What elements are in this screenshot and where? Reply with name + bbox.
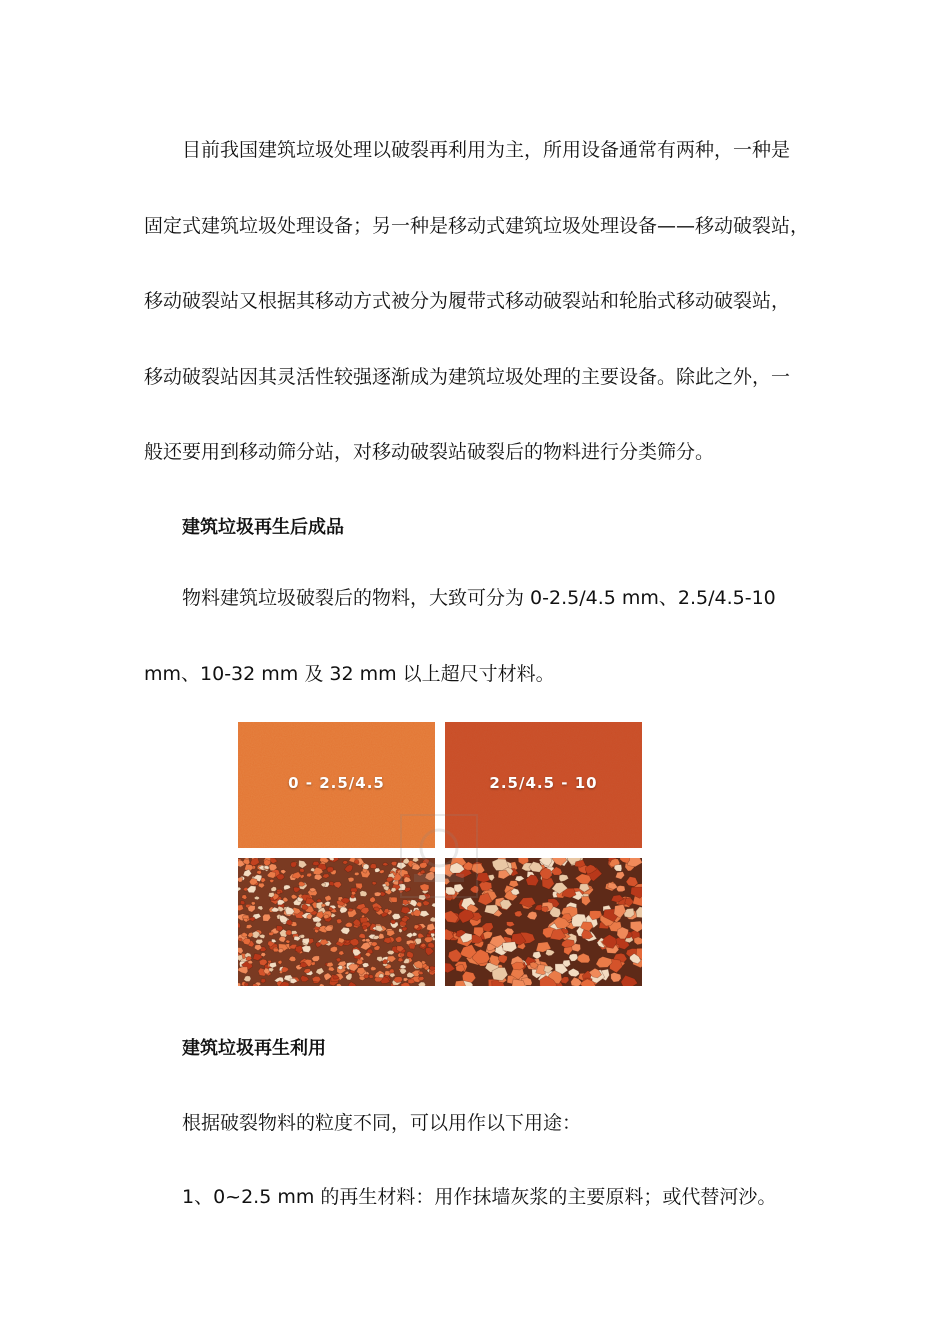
gravel-pebble xyxy=(302,946,311,953)
intro-line-3: 移动破裂站又根据其移动方式被分为履带式移动破裂站和轮胎式移动破裂站， xyxy=(144,290,791,312)
gravel-pebble xyxy=(269,932,274,936)
products-line-2: mm、10-32 mm 及 32 mm 以上超尺寸材料。 xyxy=(144,662,555,685)
gravel-pebble xyxy=(244,983,249,986)
gravel-pebble xyxy=(362,963,369,968)
gravel-pebble xyxy=(379,974,384,978)
gravel-pebble xyxy=(312,861,319,865)
gravel-pebble xyxy=(360,891,367,897)
gravel-pebble xyxy=(476,873,490,883)
gravel-pebble xyxy=(238,877,243,882)
intro-line-2: 固定式建筑垃圾处理设备；另一种是移动式建筑垃圾处理设备——移动破裂站， xyxy=(144,214,810,237)
reuse-intro: 根据破裂物料的粒度不同，可以用作以下用途： xyxy=(182,1112,582,1134)
tile-label-coarse: 2.5/4.5 - 10 xyxy=(489,774,598,792)
gravel-pebble xyxy=(374,892,381,896)
products-line-1: 物料建筑垃圾破裂后的物料，大致可分为 0-2.5/4.5 mm、2.5/4.5-10 xyxy=(182,587,776,609)
gravel-pebble xyxy=(321,883,326,887)
tile-label-fine: 0 - 2.5/4.5 xyxy=(288,774,385,792)
gravel-pebble xyxy=(286,930,292,935)
intro-paragraph xyxy=(144,113,816,491)
gravel-pebble xyxy=(370,864,376,869)
gravel-pebble xyxy=(369,975,374,979)
intro-line-5: 般还要用到移动筛分站，对移动破裂站破裂后的物料进行分类筛分。 xyxy=(144,441,715,463)
gravel-pebble xyxy=(418,971,423,974)
watermark-logo xyxy=(400,814,478,898)
gravel-pebble xyxy=(254,896,260,900)
gravel-pebble xyxy=(264,866,269,870)
gravel-pebble xyxy=(273,948,278,952)
gravel-pebble xyxy=(300,868,305,872)
gravel-pebble xyxy=(248,960,253,963)
gravel-pebble xyxy=(392,914,401,920)
gravel-pebble xyxy=(300,934,304,938)
gravel-pebble xyxy=(327,867,334,872)
gravel-pebble xyxy=(291,862,297,867)
intro-line-1: 目前我国建筑垃圾处理以破裂再利用为主，所用设备通常有两种，一种是 xyxy=(182,139,791,161)
gravel-pebble xyxy=(348,877,354,882)
gravel-pebble xyxy=(617,886,626,892)
gravel-pebble xyxy=(251,902,255,905)
gravel-pebble xyxy=(348,908,353,911)
gravel-pebble xyxy=(430,966,436,971)
aggregate-photo-grid xyxy=(238,722,642,986)
gravel-pebble xyxy=(359,933,366,938)
gravel-pebble xyxy=(409,943,416,949)
gravel-pebble xyxy=(269,879,274,882)
gravel-pebble xyxy=(400,953,404,957)
products-paragraph xyxy=(144,561,816,712)
gravel-pebble xyxy=(363,864,369,869)
gravel-pebble xyxy=(364,974,369,978)
section-heading-reuse: 建筑垃圾再生利用 xyxy=(182,1038,326,1059)
section-heading-products: 建筑垃圾再生后成品 xyxy=(182,517,344,538)
intro-line-4: 移动破裂站因其灵活性较强逐渐成为建筑垃圾处理的主要设备。除此之外，一 xyxy=(144,365,791,388)
reuse-item-1: 1、0~2.5 mm 的再生材料：用作抹墙灰浆的主要原料；或代替河沙。 xyxy=(182,1186,777,1208)
gravel-pebble xyxy=(238,983,241,986)
